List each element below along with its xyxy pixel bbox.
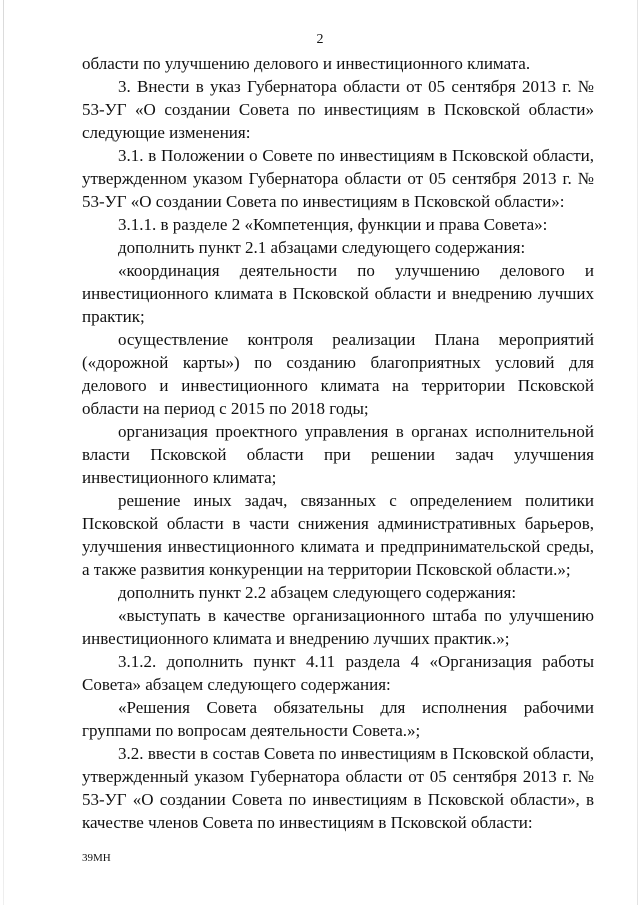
paragraph: дополнить пункт 2.2 абзацем следующего содержания: <box>118 583 517 602</box>
document-body <box>82 52 594 834</box>
footer-code: 39МН <box>82 852 111 864</box>
paragraph: 3.2. ввести в состав Совета по инвестициям в Псковской области, утвержденный указом Губернатора области от 05 сентября 2013 г. № 53-УГ «О создании Совета по инвестициям в Псковской области», в качестве членов Совета по инвестициям в Псковской области: <box>82 744 594 832</box>
paragraph: 3.1.2. дополнить пункт 4.11 раздела 4 «Организация работы Совета» абзацем следующего содержания: <box>82 652 594 694</box>
paragraph: области по улучшению делового и инвестиционного климата. <box>82 54 531 73</box>
paragraph: «Решения Совета обязательны для исполнения рабочими группами по вопросам деятельности Совета.»; <box>82 698 594 740</box>
paragraph: 3. Внести в указ Губернатора области от 05 сентября 2013 г. № 53-УГ «О создании Совета по инвестициям в Псковской области» следующие изменения: <box>82 77 594 142</box>
paragraph: осуществление контроля реализации Плана мероприятий («дорожной карты») по созданию благоприятных условий для делового и инвестиционного климата на территории Псковской области на период с 2015 по 2018 годы; <box>82 330 594 418</box>
paragraph: дополнить пункт 2.1 абзацами следующего содержания: <box>118 238 526 257</box>
paragraph: решение иных задач, связанных с определением политики Псковской области в части снижения административных барьеров, улучшения инвестиционного климата и предпринимательской среды, а также развития конкуренции на территории Псковской области.»; <box>82 491 594 579</box>
paragraph: организация проектного управления в органах исполнительной власти Псковской области при решении задач улучшения инвестиционного климата; <box>82 422 594 487</box>
paragraph: «выступать в качестве организационного штаба по улучшению инвестиционного климата и внедрению лучших практик.»; <box>82 606 594 648</box>
scan-edge-left <box>3 0 4 905</box>
scan-edge-right <box>637 0 638 905</box>
paragraph: 3.1.1. в разделе 2 «Компетенция, функции и права Совета»: <box>118 215 548 234</box>
paragraph: «координация деятельности по улучшению делового и инвестиционного климата в Псковской области и внедрению лучших практик; <box>82 261 594 326</box>
page-number: 2 <box>316 32 324 47</box>
paragraph: 3.1. в Положении о Совете по инвестициям в Псковской области, утвержденном указом Губернатора области от 05 сентября 2013 г. № 53-УГ «О создании Совета по инвестициям в Псковской области»: <box>82 146 594 211</box>
